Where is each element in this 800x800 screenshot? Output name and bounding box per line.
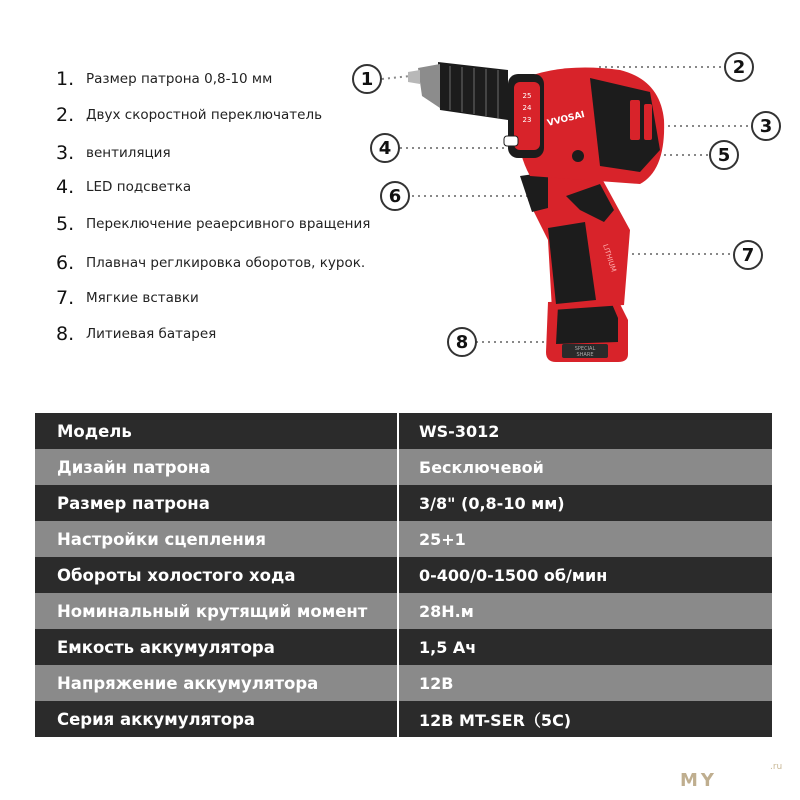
spec-row: [35, 485, 772, 521]
spec-value: Бесключевой: [419, 457, 544, 477]
spec-value: 3/8" (0,8-10 мм): [419, 493, 565, 513]
spec-row: [35, 413, 772, 449]
feature-number: 8.: [56, 323, 75, 345]
spec-key: Модель: [57, 421, 132, 441]
led-light: [504, 136, 518, 146]
spec-key: Дизайн патрона: [57, 457, 211, 477]
spec-key: Номинальный крутящий момент: [57, 601, 368, 621]
callout-badge: 7: [733, 240, 763, 270]
handle-text: LITHIUM: [601, 243, 618, 273]
spec-row: [35, 665, 772, 701]
spec-key: Напряжение аккумулятора: [57, 673, 319, 693]
callout-badge: 3: [751, 111, 781, 141]
spec-row: [35, 557, 772, 593]
feature-number: 7.: [56, 287, 75, 309]
feature-number: 4.: [56, 176, 75, 198]
battery-mark: SPECIAL: [574, 346, 596, 352]
drill-chuck: [408, 62, 508, 120]
watermark-suffix: .ru: [770, 762, 783, 772]
clutch-mark: 23: [522, 116, 532, 124]
watermark: MY: [680, 770, 717, 791]
spec-row: [35, 521, 772, 557]
callout-badge: 1: [352, 64, 382, 94]
callout-badge: 2: [724, 52, 754, 82]
battery-mark: SHARE: [576, 352, 594, 358]
callout-badge: 5: [709, 140, 739, 170]
spec-key: Емкость аккумулятора: [57, 637, 275, 657]
feature-number: 1.: [56, 68, 75, 90]
spec-value: 0-400/0-1500 об/мин: [419, 565, 608, 585]
spec-value: 25+1: [419, 529, 466, 549]
spec-key: Серия аккумулятора: [57, 709, 256, 729]
spec-row: [35, 593, 772, 629]
feature-label: Переключение реаерсивного вращения: [86, 216, 371, 232]
feature-number: 5.: [56, 213, 75, 235]
spec-table: [35, 413, 772, 737]
feature-label: Двух скоростной переключатель: [86, 107, 323, 123]
spec-row: [35, 629, 772, 665]
callout-badge: 4: [370, 133, 400, 163]
spec-key: Обороты холостого хода: [57, 565, 296, 585]
feature-label: Литиевая батарея: [86, 326, 217, 342]
spec-value: 1,5 Ач: [419, 637, 477, 657]
feature-number: 2.: [56, 104, 75, 126]
spec-key: Настройки сцепления: [57, 529, 266, 549]
spec-row: [35, 701, 772, 737]
brand-logo: VVOSAI: [546, 109, 586, 129]
feature-label: вентиляция: [86, 145, 171, 161]
clutch-mark: 25: [522, 92, 532, 100]
spec-value: 12В MT-SER（5C): [419, 710, 572, 730]
callout-badge: 6: [380, 181, 410, 211]
spec-value: 28Н.м: [419, 601, 474, 621]
feature-label: LED подсветка: [86, 179, 192, 195]
feature-label: Плавнач реглкировка оборотов, курок.: [86, 255, 366, 271]
feature-number: 3.: [56, 142, 75, 164]
spec-value: WS-3012: [419, 421, 500, 441]
trigger: [520, 172, 548, 212]
spec-key: Размер патрона: [57, 493, 210, 513]
feature-label: Мягкие вставки: [86, 290, 199, 306]
clutch-mark: 24: [522, 104, 532, 112]
spec-value: 12В: [419, 673, 454, 693]
feature-number: 6.: [56, 252, 75, 274]
callout-badge: 8: [447, 327, 477, 357]
spec-row: [35, 449, 772, 485]
feature-label: Размер патрона 0,8-10 мм: [86, 71, 273, 87]
